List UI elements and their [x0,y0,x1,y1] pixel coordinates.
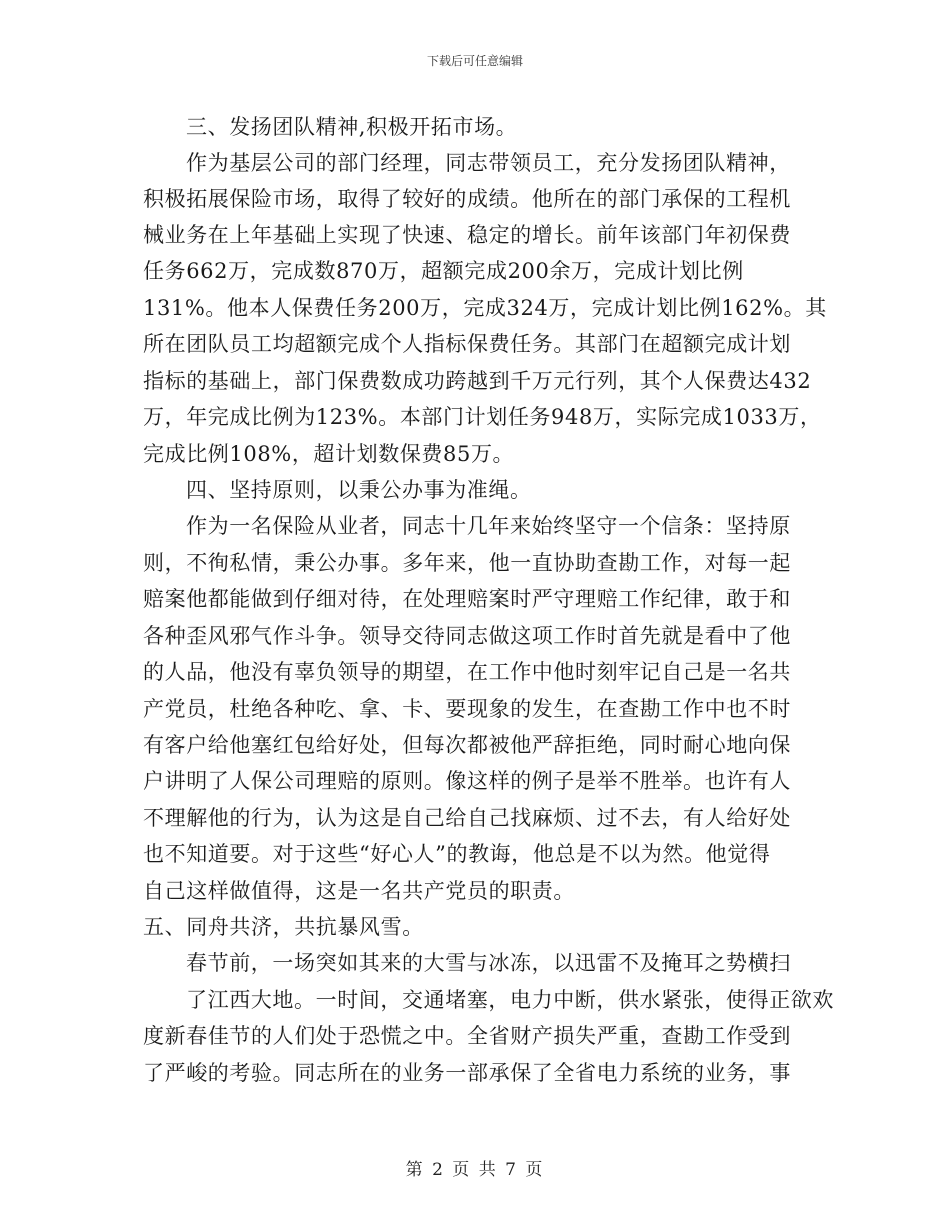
section-heading-3: 三、发扬团队精神,积极开拓市场。 [186,115,518,139]
text-line: 五、同舟共济，共抗暴风雪。 [143,915,424,939]
section-heading-4: 四、坚持原则，以秉公办事为准绳。 [186,478,532,502]
text-line: 度新春佳节的人们处于恐慌之中。全省财产损失严重，查勘工作受到 [143,1024,791,1048]
text-line: 积极拓展保险市场，取得了较好的成绩。他所在的部门承保的工程机 [143,187,791,211]
page-header: 下载后可任意编辑 [426,54,523,68]
text-line: 户讲明了人保公司理赔的原则。像这样的例子是举不胜举。也许有人 [143,769,791,793]
text-line: 指标的基础上，部门保费数成功跨越到千万元行列，其个人保费达432 [143,369,812,393]
text-line: 任务662万，完成数870万，超额完成200余万，完成计划比例 [143,259,744,283]
text-line: 131%。他本人保费任务200万，完成324万，完成计划比例162%。其 [143,296,827,320]
text-line: 有客户给他塞红包给好处，但每次都被他严辞拒绝，同时耐心地向保 [143,733,791,757]
text-line: 的人品，他没有辜负领导的期望，在工作中他时刻牢记自己是一名共 [143,660,791,684]
text-line: 万，年完成比例为123%。本部门计划任务948万，实际完成1033万， [143,405,822,429]
text-line: 各种歪风邪气作斗争。领导交待同志做这项工作时首先就是看中了他 [143,624,791,648]
text-line: 了江西大地。一时间，交通堵塞，电力中断，供水紧张，使得正欲欢 [186,988,834,1012]
page-number-footer: 第 2 页 共 7 页 [405,1160,545,1180]
text-line: 自己这样做值得，这是一名共产党员的职责。 [143,879,575,903]
text-line: 所在团队员工均超额完成个人指标保费任务。其部门在超额完成计划 [143,332,791,356]
text-line: 作为基层公司的部门经理，同志带领员工，充分发扬团队精神， [186,151,791,175]
text-line: 作为一名保险从业者，同志十几年来始终坚守一个信条：坚持原 [186,514,791,538]
text-line: 则，不徇私情，秉公办事。多年来，他一直协助查勘工作，对每一起 [143,551,791,575]
text-line: 不理解他的行为，认为这是自己给自己找麻烦、过不去，有人给好处 [143,806,791,830]
text-line: 完成比例108%，超计划数保费85万。 [143,442,515,466]
text-line: 械业务在上年基础上实现了快速、稳定的增长。前年该部门年初保费 [143,223,791,247]
text-line: 也不知道要。对于这些“好心人”的教诲，他总是不以为然。他觉得 [143,842,771,866]
text-line: 了严峻的考验。同志所在的业务一部承保了全省电力系统的业务，事 [143,1061,791,1085]
text-line: 赔案他都能做到仔细对待，在处理赔案时严守理赔工作纪律，敢于和 [143,587,791,611]
section-heading-5: 春节前，一场突如其来的大雪与冰冻，以迅雷不及掩耳之势横扫 [186,951,791,975]
text-line: 产党员，杜绝各种吃、拿、卡、要现象的发生，在查勘工作中也不时 [143,697,791,721]
